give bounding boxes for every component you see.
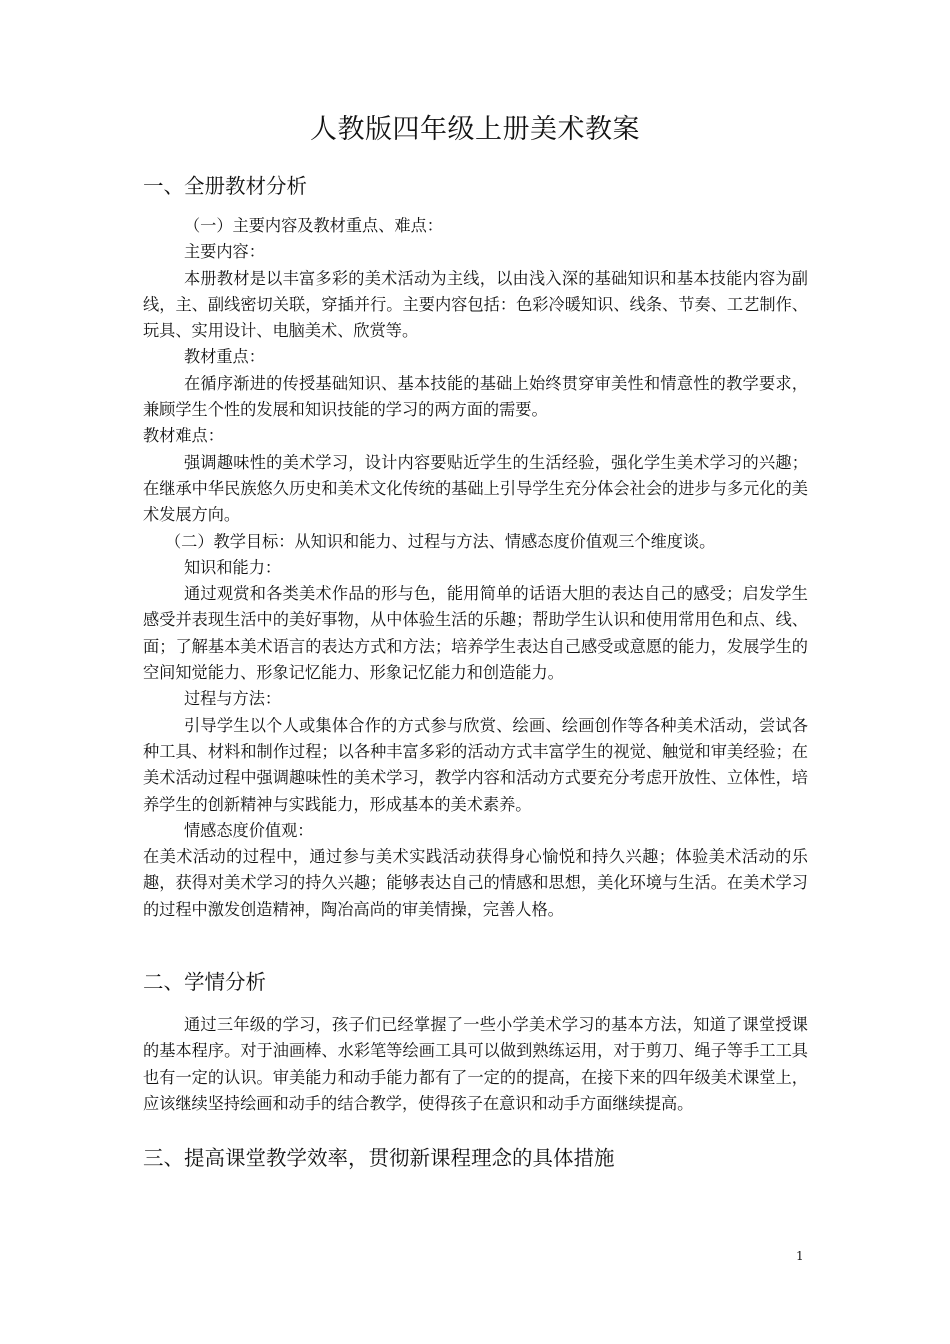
section-2-body (143, 1012, 808, 1117)
paragraph: 通过观赏和各类美术作品的形与色，能用简单的话语大胆的表达自己的感受；启发学生感受并表现生活中的美好事物，从中体验生活的乐趣；帮助学生认识和使用常用色和点、线、面；了解基本美术语言的表达方式和方法；培养学生表达自己感受或意愿的能力，发展学生的空间知觉能力、形象记忆能力、形象记忆能力和创造能力。 (143, 584, 808, 683)
section-heading-3: 三、提高课堂教学效率，贯彻新课程理念的具体措施 (143, 1146, 615, 1170)
paragraph: 通过三年级的学习，孩子们已经掌握了一些小学美术学习的基本方法，知道了课堂授课的基本程序。对于油画棒、水彩笔等绘画工具可以做到熟练运用，对于剪刀、绳子等手工工具也有一定的认识。审美能力和动手能力都有了一定的的提高，在接下来的四年级美术课堂上，应该继续坚持绘画和动手的结合教学，使得孩子在意识和动手方面继续提高。 (143, 1015, 808, 1113)
paragraph: 强调趣味性的美术学习，设计内容要贴近学生的生活经验，强化学生美术学习的兴趣；在继承中华民族悠久历史和美术文化传统的基础上引导学生充分体会社会的进步与多元化的美术发展方向。 (143, 452, 808, 525)
label-key-points: 教材重点： (184, 347, 265, 367)
paragraph: 本册教材是以丰富多彩的美术活动为主线，以由浅入深的基础知识和基本技能内容为副线，主、副线密切关联，穿插并行。主要内容包括：色彩冷暖知识、线条、节奏、工艺制作、玩具、实用设计、电脑美术、欣赏等。 (143, 268, 808, 341)
document-title: 人教版四年级上册美术教案 (310, 114, 640, 145)
subsection-heading: （二）教学目标：从知识和能力、过程与方法、情感态度价值观三个维度谈。 (165, 531, 716, 551)
section-heading-2: 二、学情分析 (143, 970, 266, 994)
section-heading-1: 一、全册教材分析 (143, 174, 307, 198)
label-main-content: 主要内容： (184, 242, 265, 262)
subsection-heading: （一）主要内容及教材重点、难点： (184, 216, 443, 235)
page-number: 1 (796, 1249, 804, 1263)
paragraph: 在循序渐进的传授基础知识、基本技能的基础上始终贯穿审美性和情意性的教学要求，兼顾学生个性的发展和知识技能的学习的两方面的需要。 (143, 373, 808, 420)
paragraph: 在美术活动的过程中，通过参与美术实践活动获得身心愉悦和持久兴趣；体验美术活动的乐趣，获得对美术学习的持久兴趣；能够表达自己的情感和思想，美化环境与生活。在美术学习的过程中激发创造精神，陶冶高尚的审美情操，完善人格。 (143, 847, 808, 919)
paragraph: 引导学生以个人或集体合作的方式参与欣赏、绘画、绘画创作等各种美术活动，尝试各种工具、材料和制作过程；以各种丰富多彩的活动方式丰富学生的视觉、触觉和审美经验；在美术活动过程中强调趣味性的美术学习，教学内容和活动方式要充分考虑开放性、立体性，培养学生的创新精神与实践能力，形成基本的美术素养。 (143, 715, 808, 814)
label-knowledge-ability: 知识和能力： (184, 557, 282, 577)
label-attitude-values: 情感态度价值观： (184, 820, 314, 840)
label-difficulties: 教材难点： (143, 426, 224, 446)
label-process-method: 过程与方法： (184, 689, 282, 709)
section-1-body (143, 213, 808, 923)
